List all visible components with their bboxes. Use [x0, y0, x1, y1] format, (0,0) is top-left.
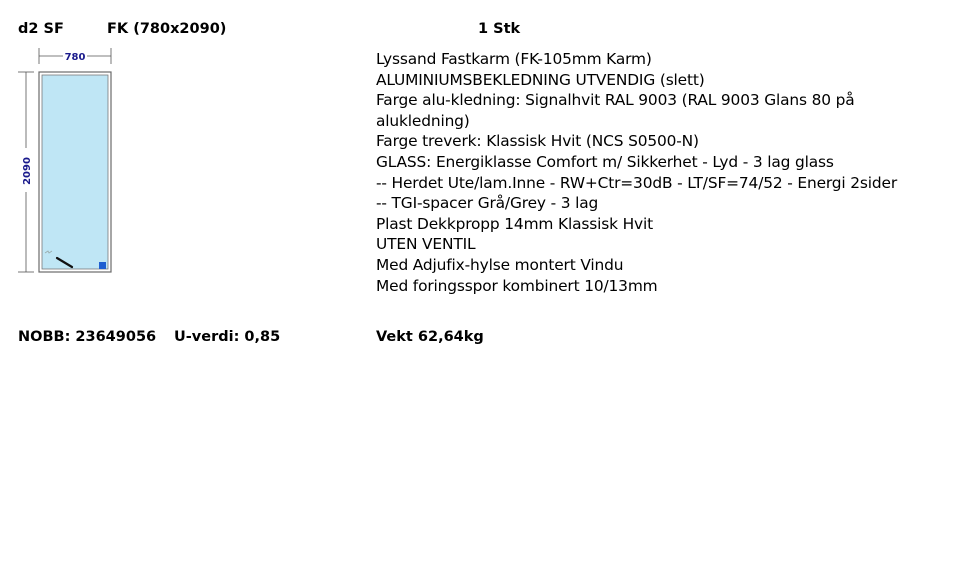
spec-line: -- TGI-spacer Grå/Grey - 3 lag: [376, 194, 599, 213]
spec-line: Farge alu-kledning: Signalhvit RAL 9003 (RAL 9003 Glans 80 på alukledning): [376, 91, 855, 130]
spec-line: ALUMINIUMSBEKLEDNING UTVENDIG (slett): [376, 70, 705, 89]
spec-line: GLASS: Energiklasse Comfort m/ Sikkerhet - Lyd - 3 lag glass: [376, 152, 834, 171]
spec-line: Med foringsspor kombinert 10/13mm: [376, 276, 658, 295]
product-code: FK (780x2090): [107, 21, 227, 37]
blue-marker: [99, 262, 106, 269]
nobb-number: NOBB: 23649056: [18, 329, 157, 345]
spec-line: UTEN VENTIL: [376, 235, 476, 254]
spec-line: -- Herdet Ute/lam.Inne - RW+Ctr=30dB - LT/SF=74/52 - Energi 2sider: [376, 173, 898, 192]
spec-line: Plast Dekkpropp 14mm Klassisk Hvit: [376, 214, 653, 233]
width-dimension: [39, 48, 111, 64]
spec-line: Farge treverk: Klassisk Hvit (NCS S0500-N): [376, 132, 699, 151]
spec-line: Lyssand Fastkarm (FK-105mm Karm): [376, 50, 652, 68]
position-code: d2 SF: [18, 21, 64, 37]
quantity: 1 Stk: [478, 21, 521, 37]
glass-pane: [42, 75, 108, 269]
height-label: 2090: [22, 157, 33, 185]
weight: Vekt 62,64kg: [376, 329, 484, 345]
width-label: 780: [64, 52, 86, 63]
u-value: U-verdi: 0,85: [174, 329, 281, 345]
specification-list: [376, 49, 956, 296]
spec-line: Med Adjufix-hylse montert Vindu: [376, 255, 624, 274]
window-drawing: [14, 44, 114, 279]
height-dimension: [18, 72, 34, 272]
